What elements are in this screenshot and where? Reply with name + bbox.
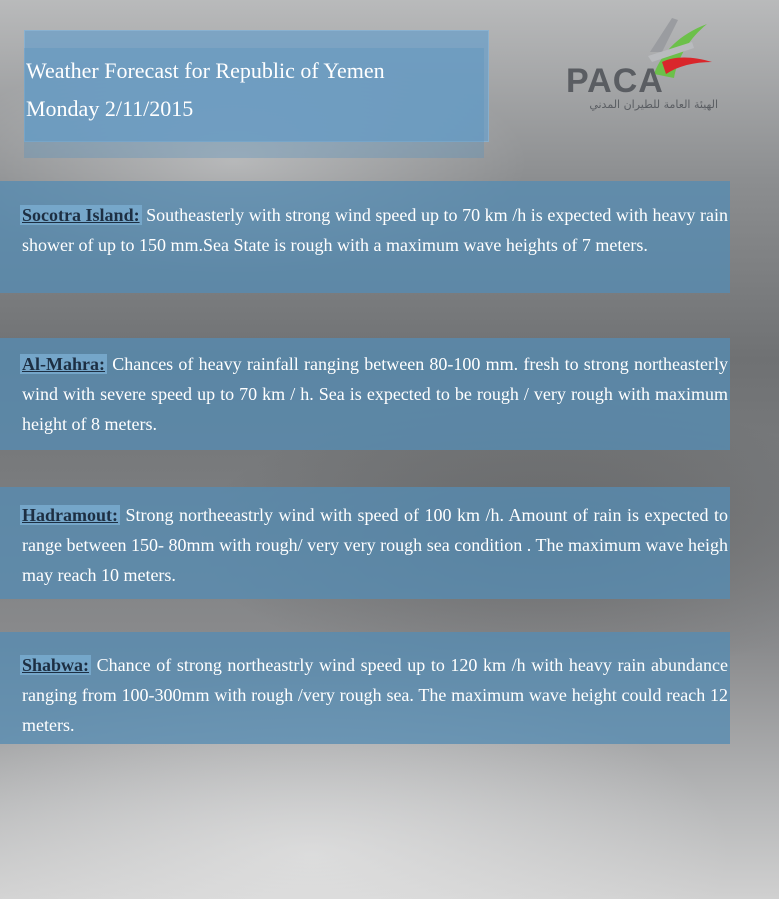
region-hadramout [0, 487, 730, 599]
region-text: Strong northeeastrly wind with speed of 100 km /h. Amount of rain is expected to range between 150- 80mm with rough/ very very rough sea condition . The maximum wave heigh may reach 10 meters. [22, 505, 728, 585]
logo-text: PACA [566, 62, 664, 100]
region-paragraph [0, 338, 728, 439]
region-name: Shabwa: [22, 655, 90, 675]
region-paragraph [0, 487, 728, 590]
region-socotra [0, 181, 730, 293]
region-text: Chance of strong northeastrly wind speed up to 120 km /h with heavy rain abundance ranging from 100-300mm with rough /very rough sea. The maximum wave height could reach 12 meters. [22, 655, 728, 735]
page-title: Weather Forecast for Republic of Yemen [26, 58, 385, 83]
logo-arabic-text: الهيئة العامة للطيران المدني [589, 98, 718, 111]
region-name: Hadramout: [22, 505, 118, 525]
region-al-mahra [0, 338, 730, 450]
region-name: Al-Mahra: [22, 354, 105, 374]
paca-logo [562, 12, 722, 122]
region-name: Socotra Island: [22, 205, 140, 225]
region-shabwa [0, 632, 730, 744]
region-text: Southeasterly with strong wind speed up to 70 km /h is expected with heavy rain shower of up to 150 mm.Sea State is rough with a maximum wave heights of 7 meters. [22, 205, 728, 255]
region-paragraph [0, 632, 728, 740]
region-text: Chances of heavy rainfall ranging between 80-100 mm. fresh to strong northeasterly wind with severe speed up to 70 km / h. Sea is expected to be rough / very rough with maximum height of 8 meters. [22, 354, 728, 434]
forecast-date: Monday 2/11/2015 [26, 96, 194, 121]
header-panel [24, 30, 489, 142]
region-paragraph [0, 181, 728, 260]
